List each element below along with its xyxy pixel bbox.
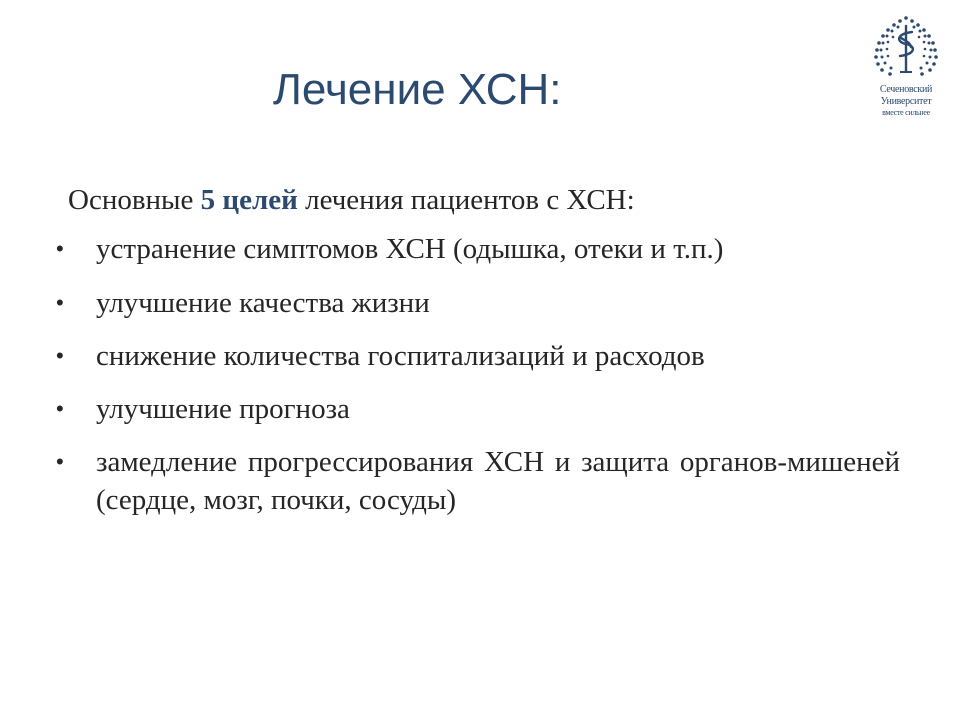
goal-text: устранение симптомов ХСН (одышка, отеки и т.п.) <box>96 233 724 265</box>
goal-text: улучшение прогноза <box>96 393 350 425</box>
intro-text-start: Основные <box>68 184 201 216</box>
goal-text: замедление прогрессирования ХСН и защита органов-мишеней (сердце, мозг, почки, сосуды) <box>96 446 900 516</box>
intro-text-end: лечения пациентов с ХСН: <box>297 184 635 216</box>
slide-title: Лечение ХСН: <box>273 65 562 114</box>
logo-text-line-2: Университет <box>880 96 932 107</box>
university-emblem-icon <box>866 12 946 84</box>
bullet-icon: • <box>56 236 64 261</box>
intro-highlight: 5 целей <box>200 184 298 216</box>
bullet-icon: • <box>56 290 64 315</box>
bullet-icon: • <box>56 449 64 474</box>
goal-text: снижение количества госпитализаций и расходов <box>96 340 705 372</box>
logo-text-line-1: Сеченовский <box>879 84 933 95</box>
bullet-icon: • <box>56 343 64 368</box>
logo-tagline: вместе сильнее <box>882 108 930 117</box>
university-logo <box>866 12 946 124</box>
bullet-icon: • <box>56 396 64 421</box>
goal-text: улучшение качества жизни <box>96 287 430 319</box>
intro-text <box>68 181 635 219</box>
